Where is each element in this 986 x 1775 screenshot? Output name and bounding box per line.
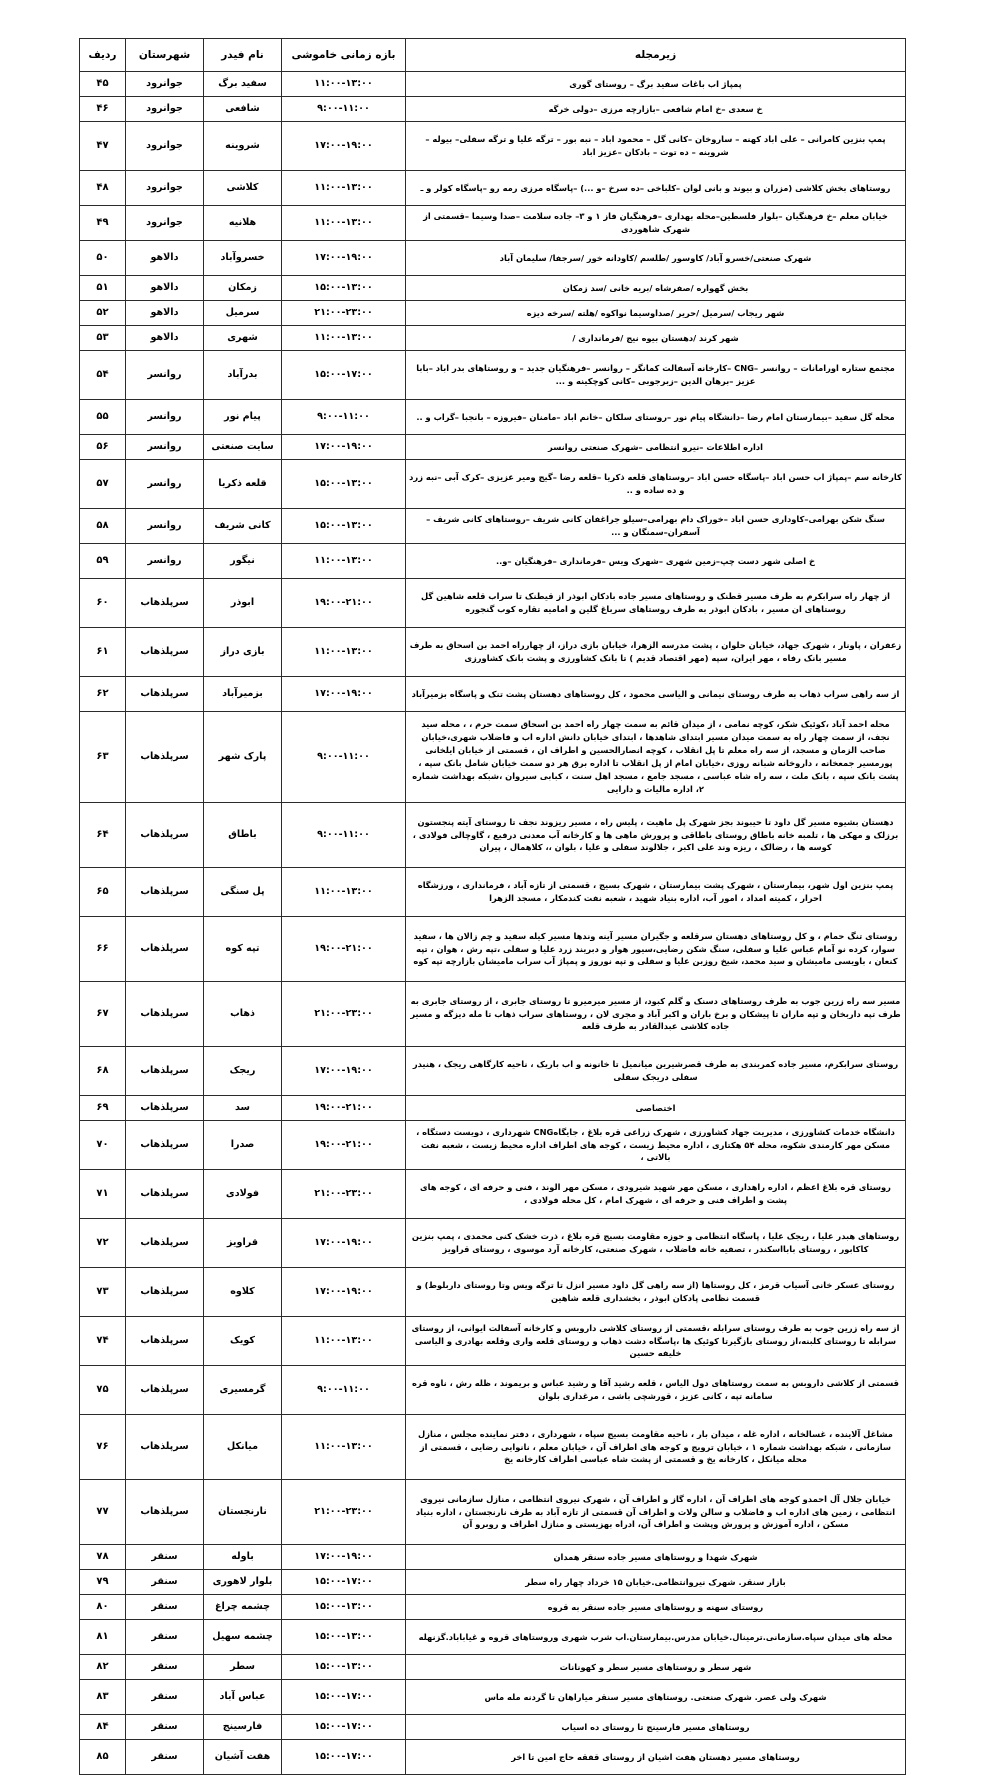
outage-table-container <box>80 38 906 1775</box>
cell-time-range: ۱۱:۰۰-۱۳:۰۰ <box>282 326 406 351</box>
table-row <box>80 1121 906 1170</box>
cell-feeder: میانکل <box>204 1415 282 1480</box>
cell-time-range: ۱۵:۰۰-۱۷:۰۰ <box>282 1570 406 1595</box>
cell-row-number: ۶۰ <box>80 579 126 628</box>
cell-time-range: ۱۵:۰۰-۱۷:۰۰ <box>282 1680 406 1715</box>
cell-row-number: ۴۸ <box>80 171 126 206</box>
table-row <box>80 982 906 1047</box>
cell-row-number: ۷۷ <box>80 1480 126 1545</box>
cell-row-number: ۴۹ <box>80 206 126 241</box>
cell-county: سرپلذهاب <box>126 1219 204 1268</box>
cell-feeder: عباس آباد <box>204 1680 282 1715</box>
cell-row-number: ۷۴ <box>80 1317 126 1366</box>
cell-row-number: ۶۱ <box>80 628 126 677</box>
cell-county: دالاهو <box>126 241 204 276</box>
cell-feeder: پل سنگی <box>204 868 282 917</box>
cell-feeder: سد <box>204 1096 282 1121</box>
cell-time-range: ۱۹:۰۰-۲۱:۰۰ <box>282 917 406 982</box>
table-row <box>80 677 906 712</box>
cell-row-number: ۴۶ <box>80 97 126 122</box>
cell-row-number: ۶۹ <box>80 1096 126 1121</box>
cell-feeder: کویک <box>204 1317 282 1366</box>
cell-county: سرپلذهاب <box>126 579 204 628</box>
cell-sub-area: از چهار راه سرابکرم به طرف مسیر قطنک و روستاهای مسیر جاده بادکان ابوذر از قیطنک تا سراب قلعه شاهین گل روستاهای ان مسیر ، بادکان ابوذر به طرف روستاهای سرباغ گلین و امامیه تقاره کوب گنجوره <box>406 579 906 628</box>
cell-sub-area: بازار سنقر. شهرک نیروانتظامی.خیابان ۱۵ خرداد چهار راه سطر <box>406 1570 906 1595</box>
cell-feeder: کانی شریف <box>204 509 282 544</box>
column-header-feeder: نام فیدر <box>204 39 282 72</box>
cell-row-number: ۵۰ <box>80 241 126 276</box>
cell-time-range: ۱۱:۰۰-۱۳:۰۰ <box>282 868 406 917</box>
cell-feeder: صدرا <box>204 1121 282 1170</box>
cell-row-number: ۸۲ <box>80 1655 126 1680</box>
cell-county: دالاهو <box>126 326 204 351</box>
cell-time-range: ۱۷:۰۰-۱۹:۰۰ <box>282 1047 406 1096</box>
cell-row-number: ۶۵ <box>80 868 126 917</box>
cell-feeder: سطر <box>204 1655 282 1680</box>
cell-county: جوانرود <box>126 206 204 241</box>
cell-row-number: ۸۴ <box>80 1715 126 1740</box>
cell-time-range: ۱۱:۰۰-۱۳:۰۰ <box>282 1317 406 1366</box>
cell-sub-area: پمپاژ اب باغات سفید برگ – روستای گوری <box>406 72 906 97</box>
cell-feeder: ابوذر <box>204 579 282 628</box>
table-row <box>80 1740 906 1775</box>
table-row <box>80 460 906 509</box>
table-row <box>80 579 906 628</box>
cell-feeder: پارک شهر <box>204 712 282 803</box>
cell-county: سنقر <box>126 1570 204 1595</box>
cell-sub-area: روستای تنگ حمام ، و کل روستاهای دهستان سرقلعه و جگیران مسیر آینه وندها مسیر کیله سفید و چم زالان ها ، سفید سوار، کرده نو آمام عباس علیا و سفلی، سنگ شکن رضایی،سیور هوار و دبریند زرد علیا و سفلی ،تپه رش ، هوان ، تپه کنعان ، باویسی مامیشان و سید محمد، شیخ روزبن علیا و سفلی و تپه نوروز و پمپاژ آب سراب مامیشان بازارچه تپه کوه <box>406 917 906 982</box>
cell-row-number: ۵۶ <box>80 435 126 460</box>
cell-time-range: ۱۵:۰۰-۱۳:۰۰ <box>282 460 406 509</box>
table-row <box>80 1170 906 1219</box>
cell-sub-area: اداره اطلاعات –نیرو انتظامی –شهرک صنعتی روانسر <box>406 435 906 460</box>
cell-county: سرپلذهاب <box>126 1268 204 1317</box>
cell-feeder: چشمه چراغ <box>204 1595 282 1620</box>
cell-county: سرپلذهاب <box>126 712 204 803</box>
column-header-county: شهرستان <box>126 39 204 72</box>
table-row <box>80 206 906 241</box>
cell-row-number: ۶۳ <box>80 712 126 803</box>
cell-feeder: نارنجستان <box>204 1480 282 1545</box>
cell-row-number: ۴۵ <box>80 72 126 97</box>
cell-time-range: ۱۵:۰۰-۱۳:۰۰ <box>282 1595 406 1620</box>
cell-sub-area: محله های میدان سپاه.سازمانی.ترمینال.خیابان مدرس.بیمارستان.اب شرب شهری وروستاهای قروه و غیاباباد.گزنهله <box>406 1620 906 1655</box>
table-row <box>80 400 906 435</box>
cell-sub-area: کارخانه سم –پمپاژ اب حسن اباد –پاسگاه حسن اباد –روستاهای قلعه ذکریا –قلعه رضا –گیج ومیر عزیزی –کرک آبی –نبه زرد و ده ساده و .. <box>406 460 906 509</box>
cell-time-range: ۱۷:۰۰-۱۹:۰۰ <box>282 1219 406 1268</box>
cell-feeder: ذهاب <box>204 982 282 1047</box>
cell-county: سرپلذهاب <box>126 868 204 917</box>
cell-county: روانسر <box>126 544 204 579</box>
table-row <box>80 1655 906 1680</box>
cell-feeder: زمکان <box>204 276 282 301</box>
cell-county: دالاهو <box>126 276 204 301</box>
table-row <box>80 1366 906 1415</box>
cell-county: سنقر <box>126 1715 204 1740</box>
cell-row-number: ۷۵ <box>80 1366 126 1415</box>
cell-time-range: ۱۵:۰۰-۱۳:۰۰ <box>282 276 406 301</box>
cell-time-range: ۹:۰۰-۱۱:۰۰ <box>282 97 406 122</box>
cell-time-range: ۱۹:۰۰-۲۱:۰۰ <box>282 1121 406 1170</box>
cell-row-number: ۶۸ <box>80 1047 126 1096</box>
cell-time-range: ۱۷:۰۰-۱۹:۰۰ <box>282 122 406 171</box>
cell-sub-area: شهرک شهدا و روستاهای مسیر جاده سنقر همدان <box>406 1545 906 1570</box>
cell-time-range: ۱۵:۰۰-۱۳:۰۰ <box>282 1655 406 1680</box>
cell-sub-area: روستای سهنه و روستاهای مسیر جاده سنقر به قروه <box>406 1595 906 1620</box>
cell-time-range: ۱۵:۰۰-۱۷:۰۰ <box>282 1740 406 1775</box>
cell-county: روانسر <box>126 509 204 544</box>
cell-sub-area: مسیر سه راه زرین جوب به طرف روستاهای دسنک و گلم کبود، از مسیر میرمیرو تا روستای جابری ، از روستای جابری به طرف تپه داربخان و تپه ماران تا پیشکان و برخ باران و اکبر آباد و مجری لان ، روستاهای سراب ذهاب تا مله دیزگه و مسیر جاده کلاشی عبدالقادر به طرف قلعه <box>406 982 906 1047</box>
cell-sub-area: سنگ شکن بهرامی–کاوداری حسن اباد –خوراک دام بهرامی–سیلو جراغفان کانی شریف –روستاهای کانی شریف – آسفران–سمنگان و ... <box>406 509 906 544</box>
table-row <box>80 1545 906 1570</box>
cell-sub-area: خ سعدی –خ امام شافعی –بازارچه مرزی –دولی خرگه <box>406 97 906 122</box>
table-header-row <box>80 39 906 72</box>
cell-feeder: شروینه <box>204 122 282 171</box>
cell-feeder: هلانیه <box>204 206 282 241</box>
cell-time-range: ۱۷:۰۰-۱۹:۰۰ <box>282 1545 406 1570</box>
cell-time-range: ۹:۰۰-۱۱:۰۰ <box>282 803 406 868</box>
cell-county: جوانرود <box>126 171 204 206</box>
table-row <box>80 1047 906 1096</box>
cell-sub-area: شهر سطر و روستاهای مسیر سطر و کهونانات <box>406 1655 906 1680</box>
cell-row-number: ۷۸ <box>80 1545 126 1570</box>
cell-sub-area: روستای قره بلاغ اعظم ، اداره راهداری ، مسکن مهر شهید شیرودی ، مسکن مهر الوند ، فنی و حرفه ای ، کوجه های پشت و اطراف فنی و حرفه ای ، شهرک امام ، کل محله فولادی ، <box>406 1170 906 1219</box>
cell-county: سرپلذهاب <box>126 982 204 1047</box>
cell-sub-area: روستای عسکر خانی آسیاب قرمز ، کل روستاها (از سه راهی گل داود مسیر انزل تا ترگه ویس وتا روستای داربلوط) و قسمت نظامی پادکان ابوذر ، بخشداری قلعه شاهین <box>406 1268 906 1317</box>
cell-time-range: ۱۱:۰۰-۱۳:۰۰ <box>282 628 406 677</box>
table-row <box>80 241 906 276</box>
cell-row-number: ۷۶ <box>80 1415 126 1480</box>
cell-sub-area: شهرک ولی عصر. شهرک صنعتی. روستاهای مسیر سنقر میاراهان تا گردنه مله ماس <box>406 1680 906 1715</box>
cell-time-range: ۱۵:۰۰-۱۷:۰۰ <box>282 1715 406 1740</box>
cell-feeder: شهری <box>204 326 282 351</box>
table-row <box>80 1595 906 1620</box>
cell-county: سرپلذهاب <box>126 1366 204 1415</box>
cell-sub-area: خ اصلی شهر دست چپ–زمین شهری –شهرک ویس –فرمانداری –فرهنگیان –و.. <box>406 544 906 579</box>
table-row <box>80 509 906 544</box>
cell-county: سرپلذهاب <box>126 1096 204 1121</box>
cell-sub-area: از سه راه زرین جوب به طرف روستای سرابله ،قسمتی از روستای کلاشی داروبس و کارخانه آسفالت ایوانی، از روستای سرابله تا روستای کلبنه،از روستای بازگیرتا کوئیک ها ،پاسگاه دشت ذهاب و روستای قلعه واری وقلعه بهادری و الیاسی خلیفه حسین <box>406 1317 906 1366</box>
cell-feeder: سایت صنعتی <box>204 435 282 460</box>
cell-sub-area: دهستان بشیوه مسیر گل داود تا حیبوند بجز شهرک پل ماهیت ، پلیس راه ، مسیر ریزوند نجف تا روستای آیته پنجستون برزلک و مهکی ها ، تلمبه خانه باطاق روستای باطاقی و پرورش ماهی ها و کارخانه آب معدنی درفیع ، گاوچالی فولادی ، کوسه ها ، رضالک ، ریزه وند علی اکبر ، جلالوند سفلی و علیا ، بلوان ،، کلاهمال ، پیران <box>406 803 906 868</box>
cell-county: سرپلذهاب <box>126 1047 204 1096</box>
table-row <box>80 351 906 400</box>
cell-sub-area: روستاهای بخش کلاشی (مزران و بیوند و بانی لوان –کلباخی –ده سرخ –و ...) –پاسگاه مرزی رمه رو –پاسگاه کولر و ـ <box>406 171 906 206</box>
cell-row-number: ۷۹ <box>80 1570 126 1595</box>
cell-feeder: بدرآباد <box>204 351 282 400</box>
cell-time-range: ۱۵:۰۰-۱۷:۰۰ <box>282 351 406 400</box>
cell-county: جوانرود <box>126 122 204 171</box>
cell-sub-area: روستاهای مسیر دهستان هفت اشیان از روستای قفقه حاج امین تا اخر <box>406 1740 906 1775</box>
cell-feeder: بزمیرآباد <box>204 677 282 712</box>
column-header-sub-area: زیرمجله <box>406 39 906 72</box>
cell-time-range: ۱۹:۰۰-۲۱:۰۰ <box>282 579 406 628</box>
cell-sub-area: پمپ بنزین اول شهر، بیمارستان ، شهرک پشت بیمارستان ، شهرک بسیج ، قسمتی از تازه آباد ، فرمانداری ، ورزشگاه احرار ، کمیته امداد ، امور آب، اداره بنیاد شهید ، شعبه نفت کندمکار ، مسجد الزهرا <box>406 868 906 917</box>
cell-feeder: سرمیل <box>204 301 282 326</box>
cell-row-number: ۷۱ <box>80 1170 126 1219</box>
cell-feeder: خسروآباد <box>204 241 282 276</box>
cell-time-range: ۲۱:۰۰-۲۳:۰۰ <box>282 982 406 1047</box>
cell-row-number: ۴۷ <box>80 122 126 171</box>
table-row <box>80 171 906 206</box>
cell-feeder: گرمسیری <box>204 1366 282 1415</box>
cell-row-number: ۶۴ <box>80 803 126 868</box>
table-row <box>80 1715 906 1740</box>
table-row <box>80 628 906 677</box>
column-header-row-number: ردیف <box>80 39 126 72</box>
cell-time-range: ۱۱:۰۰-۱۳:۰۰ <box>282 171 406 206</box>
cell-row-number: ۵۵ <box>80 400 126 435</box>
table-row <box>80 72 906 97</box>
table-row <box>80 276 906 301</box>
cell-sub-area: خیابان معلم –خ فرهنگیان –بلوار فلسطین–محله بهداری –فرهنگیان فاز ۱ و ۳– جاده سلامت –صدا وسیما –قسمتی از شهرک شاهوردی <box>406 206 906 241</box>
cell-sub-area: شهرک صنعتی/خسرو آباد/ کاوسور /طلسم /کاودانه خور /سرجفا/ سلیمان آباد <box>406 241 906 276</box>
table-row <box>80 868 906 917</box>
cell-sub-area: محله احمد آباد ،کوئیک شکر، کوچه نمامی ، از میدان قائم به سمت چهار راه احمد بن اسحاق سمت حرم ، ، محله سید نجف، از سمت چهار راه به سمت میدان مسیر ابتدای شاهدها ، ابتدای خیابان دانش اداره اب و فاضلاب شهری،خیابان صاحب الزمان و مسجد، از سه راه معلم تا پل انقلاب ، کوچه انصارالحسین و اطراف ان ، قسمتی از خیابان ایلخانی پورمسیر جمعخانه ، داروخانه شبانه روزی ،خیابان امام از پل انقلاب تا اداره برق هر دو سمت خیابان شامل بانک سپه ، پشت بانک سپه ، بانک ملت ، سه راه شاه عباسی ، مسجد جامع ، مسجد اهل سنت ، کبابی سیروان ،شبکه بهداشت شماره ۲، اداره مالیات و دارایی <box>406 712 906 803</box>
cell-county: روانسر <box>126 400 204 435</box>
cell-time-range: ۱۱:۰۰-۱۳:۰۰ <box>282 1415 406 1480</box>
cell-county: دالاهو <box>126 301 204 326</box>
cell-time-range: ۲۱:۰۰-۲۳:۰۰ <box>282 1480 406 1545</box>
cell-sub-area: اختصاصی <box>406 1096 906 1121</box>
cell-time-range: ۱۱:۰۰-۱۳:۰۰ <box>282 206 406 241</box>
table-row <box>80 712 906 803</box>
cell-time-range: ۱۹:۰۰-۲۱:۰۰ <box>282 1096 406 1121</box>
table-row <box>80 544 906 579</box>
cell-county: سنقر <box>126 1655 204 1680</box>
cell-feeder: چشمه سهیل <box>204 1620 282 1655</box>
cell-time-range: ۲۱:۰۰-۲۳:۰۰ <box>282 1170 406 1219</box>
cell-feeder: باطاق <box>204 803 282 868</box>
cell-sub-area: مشاغل آلاینده ، غسالخانه ، اداره غله ، میدان بار ، ناحیه مقاومت بسیج سپاه ، شهرداری ، دفتر نماینده مجلس ، منازل سازمانی ، شبکه بهداشت شماره ۱ ، خیابان ترویج و کوجه های اطراف آن ، خیابان معلم ، نانوایی رضایی ، قسمتی از محله میانکل ، کارخانه یخ و قسمتی از پشت شاه عباسی اطراف کارخانه یخ <box>406 1415 906 1480</box>
cell-time-range: ۲۱:۰۰-۲۳:۰۰ <box>282 301 406 326</box>
table-row <box>80 97 906 122</box>
table-row <box>80 435 906 460</box>
cell-county: سرپلذهاب <box>126 803 204 868</box>
cell-feeder: ریجک <box>204 1047 282 1096</box>
cell-time-range: ۱۱:۰۰-۱۳:۰۰ <box>282 72 406 97</box>
cell-row-number: ۸۳ <box>80 1680 126 1715</box>
cell-county: روانسر <box>126 435 204 460</box>
cell-row-number: ۸۰ <box>80 1595 126 1620</box>
cell-county: روانسر <box>126 460 204 509</box>
table-row <box>80 1415 906 1480</box>
cell-sub-area: محله گل سفید –بیمارستان امام رضا –دانشگاه پیام نور –روستای سلکان –خانم اباد –مامنان –فیروزه – بانجبا –گراب و .. <box>406 400 906 435</box>
cell-time-range: ۱۵:۰۰-۱۳:۰۰ <box>282 509 406 544</box>
cell-row-number: ۶۲ <box>80 677 126 712</box>
cell-row-number: ۵۳ <box>80 326 126 351</box>
cell-feeder: فولادی <box>204 1170 282 1219</box>
cell-sub-area: شهر کرند /دهستان بیوه نیج /فرمانداری / <box>406 326 906 351</box>
cell-feeder: تپه کوه <box>204 917 282 982</box>
cell-feeder: پیام نور <box>204 400 282 435</box>
cell-sub-area: زعفران ، پاونار ، شهرک جهاد، خیابان حلوان ، پشت مدرسه الزهرا، خیابان بازی دراز، از چهارراه احمد بن اسحاق به طرف مسیر بانک رفاه ، مهر ایران، سپه (مهر اقتصاد قدیم ) تا بانک کشاورزی و پشت بانک کشاورزی <box>406 628 906 677</box>
cell-feeder: هفت آشیان <box>204 1740 282 1775</box>
cell-county: جوانرود <box>126 72 204 97</box>
cell-sub-area: مجتمع ستاره اورامانات – روانسر –CNG –کارخانه آسفالت کمانگر – روانسر –فرهنگیان جدید – و روستاهای بدر اباد –بابا عزیز –برهان الدین –زبرجوبی –کانی کوچکینه و ... <box>406 351 906 400</box>
cell-county: سرپلذهاب <box>126 1415 204 1480</box>
table-row <box>80 1268 906 1317</box>
cell-feeder: باوله <box>204 1545 282 1570</box>
cell-sub-area: از سه راهی سراب ذهاب به طرف روستای نیمانی و الیاسی محمود ، کل روستاهای دهستان پشت تنک و پاسگاه بزمیرآباد <box>406 677 906 712</box>
cell-feeder: شافعی <box>204 97 282 122</box>
table-row <box>80 1620 906 1655</box>
cell-feeder: بلوار لاهوری <box>204 1570 282 1595</box>
cell-county: سرپلذهاب <box>126 677 204 712</box>
cell-row-number: ۸۱ <box>80 1620 126 1655</box>
cell-time-range: ۹:۰۰-۱۱:۰۰ <box>282 400 406 435</box>
cell-time-range: ۱۷:۰۰-۱۹:۰۰ <box>282 435 406 460</box>
cell-county: جوانرود <box>126 97 204 122</box>
table-row <box>80 1680 906 1715</box>
column-header-time-range: بازه زمانی خاموشی <box>282 39 406 72</box>
cell-county: سرپلذهاب <box>126 1317 204 1366</box>
cell-feeder: فارسینج <box>204 1715 282 1740</box>
cell-feeder: نیگور <box>204 544 282 579</box>
cell-sub-area: بخش گهواره /صفرشاه /بریه خانی /سد زمکان <box>406 276 906 301</box>
cell-row-number: ۵۸ <box>80 509 126 544</box>
cell-county: سنقر <box>126 1680 204 1715</box>
cell-county: سنقر <box>126 1545 204 1570</box>
table-row <box>80 326 906 351</box>
cell-county: سنقر <box>126 1595 204 1620</box>
table-row <box>80 1317 906 1366</box>
table-row <box>80 1570 906 1595</box>
cell-sub-area: پمپ بنزین کامرانی – علی اباد کهنه – ساروخان –کانی گل – محمود اباد – نبه بور – ترگه علیا و ترگه سفلی– بیوله – شروینه – ده توت – بادکان –عزیز اباد <box>406 122 906 171</box>
cell-time-range: ۱۷:۰۰-۱۹:۰۰ <box>282 677 406 712</box>
cell-county: سرپلذهاب <box>126 628 204 677</box>
cell-feeder: قراویز <box>204 1219 282 1268</box>
cell-feeder: بازی دراز <box>204 628 282 677</box>
cell-county: سنقر <box>126 1620 204 1655</box>
cell-sub-area: شهر ریجاب /سرمیل /حریر /صداوسیما نواکوه /هلته /سرخه دیزه <box>406 301 906 326</box>
cell-feeder: کلاوه <box>204 1268 282 1317</box>
cell-feeder: کلاشی <box>204 171 282 206</box>
cell-sub-area: قسمتی از کلاشی داروبس به سمت روستاهای دول الیاس ، قلعه رشید آقا و رشید عباس و بریموند ، ظله رش ، ناوه قره سامانه تپه ، کانی عزیز ، قورشچی باشی ، مرغداری بلوان <box>406 1366 906 1415</box>
cell-feeder: قلعه ذکریا <box>204 460 282 509</box>
cell-row-number: ۶۷ <box>80 982 126 1047</box>
table-body <box>80 72 906 1775</box>
cell-row-number: ۷۰ <box>80 1121 126 1170</box>
table-row <box>80 1480 906 1545</box>
cell-time-range: ۱۵:۰۰-۱۳:۰۰ <box>282 1620 406 1655</box>
cell-row-number: ۷۳ <box>80 1268 126 1317</box>
cell-county: سرپلذهاب <box>126 1480 204 1545</box>
cell-feeder: سفید برگ <box>204 72 282 97</box>
cell-sub-area: خیابان جلال آل احمدو کوجه های اطراف آن ، اداره گاز و اطراف آن ، شهرک نیروی انتظامی ، منازل سازمانی نیروی انتظامی ، زمین های اداره اب و فاضلاب و سالن ولات و اطراف آن قسمتی از تازه آباد به طرف نارنجستان ، اداره بنیاد مسکن ، اداره آموزش و پرورش وپشت و اطراف آن، ادراه بهزیستی و منازل اطراف و روبرو آن <box>406 1480 906 1545</box>
cell-row-number: ۵۲ <box>80 301 126 326</box>
table-row <box>80 301 906 326</box>
cell-sub-area: روستاهای هبدر علیا ، ریجک علیا ، پاسگاه انتظامی و حوزه مقاومت بسیج قره بلاغ ، ذرت خشک کنی محمدی ، پمپ بنزین کاکابور ، روستای بابااسکندر ، تصفیه خانه فاضلاب ، شهرک صنعتی، کارخانه آرد موسوی ، روستای قراویز <box>406 1219 906 1268</box>
cell-county: سرپلذهاب <box>126 917 204 982</box>
cell-time-range: ۱۷:۰۰-۱۹:۰۰ <box>282 1268 406 1317</box>
table-row <box>80 122 906 171</box>
cell-time-range: ۱۱:۰۰-۱۳:۰۰ <box>282 544 406 579</box>
cell-time-range: ۹:۰۰-۱۱:۰۰ <box>282 712 406 803</box>
cell-row-number: ۶۶ <box>80 917 126 982</box>
cell-row-number: ۷۲ <box>80 1219 126 1268</box>
cell-county: سرپلذهاب <box>126 1121 204 1170</box>
cell-county: سرپلذهاب <box>126 1170 204 1219</box>
cell-row-number: ۵۹ <box>80 544 126 579</box>
cell-time-range: ۱۷:۰۰-۱۹:۰۰ <box>282 241 406 276</box>
cell-sub-area: دانشگاه خدمات کشاورزی ، مدیریت جهاد کشاورزی ، شهرک زراعی قره بلاغ ، جایگاهCNG شهرداری ، دویست دستگاه ، مسکن مهر کارمندی شکوه، محله ۵۴ هکتاری ، اداره محیط زیست ، کوجه های اطراف اداره محیط زیست ، شعبه نفت بالاتی ، <box>406 1121 906 1170</box>
table-row <box>80 917 906 982</box>
cell-time-range: ۹:۰۰-۱۱:۰۰ <box>282 1366 406 1415</box>
cell-row-number: ۵۷ <box>80 460 126 509</box>
cell-sub-area: روستاهای مسیر فارسینج تا روستای ده اسیاب <box>406 1715 906 1740</box>
cell-county: سنقر <box>126 1740 204 1775</box>
power-outage-schedule-table <box>79 38 906 1775</box>
cell-row-number: ۵۱ <box>80 276 126 301</box>
table-row <box>80 803 906 868</box>
table-header <box>80 39 906 72</box>
table-row <box>80 1096 906 1121</box>
cell-row-number: ۸۵ <box>80 1740 126 1775</box>
cell-sub-area: روستای سرابکرم، مسیر جاده کمربندی به طرف قصرشیرین میانمیل تا خانونه و اب باریک ، ناحیه کارگاهی ریجک ، هنیدر سفلی دریجک سفلی <box>406 1047 906 1096</box>
cell-row-number: ۵۴ <box>80 351 126 400</box>
table-row <box>80 1219 906 1268</box>
cell-county: روانسر <box>126 351 204 400</box>
